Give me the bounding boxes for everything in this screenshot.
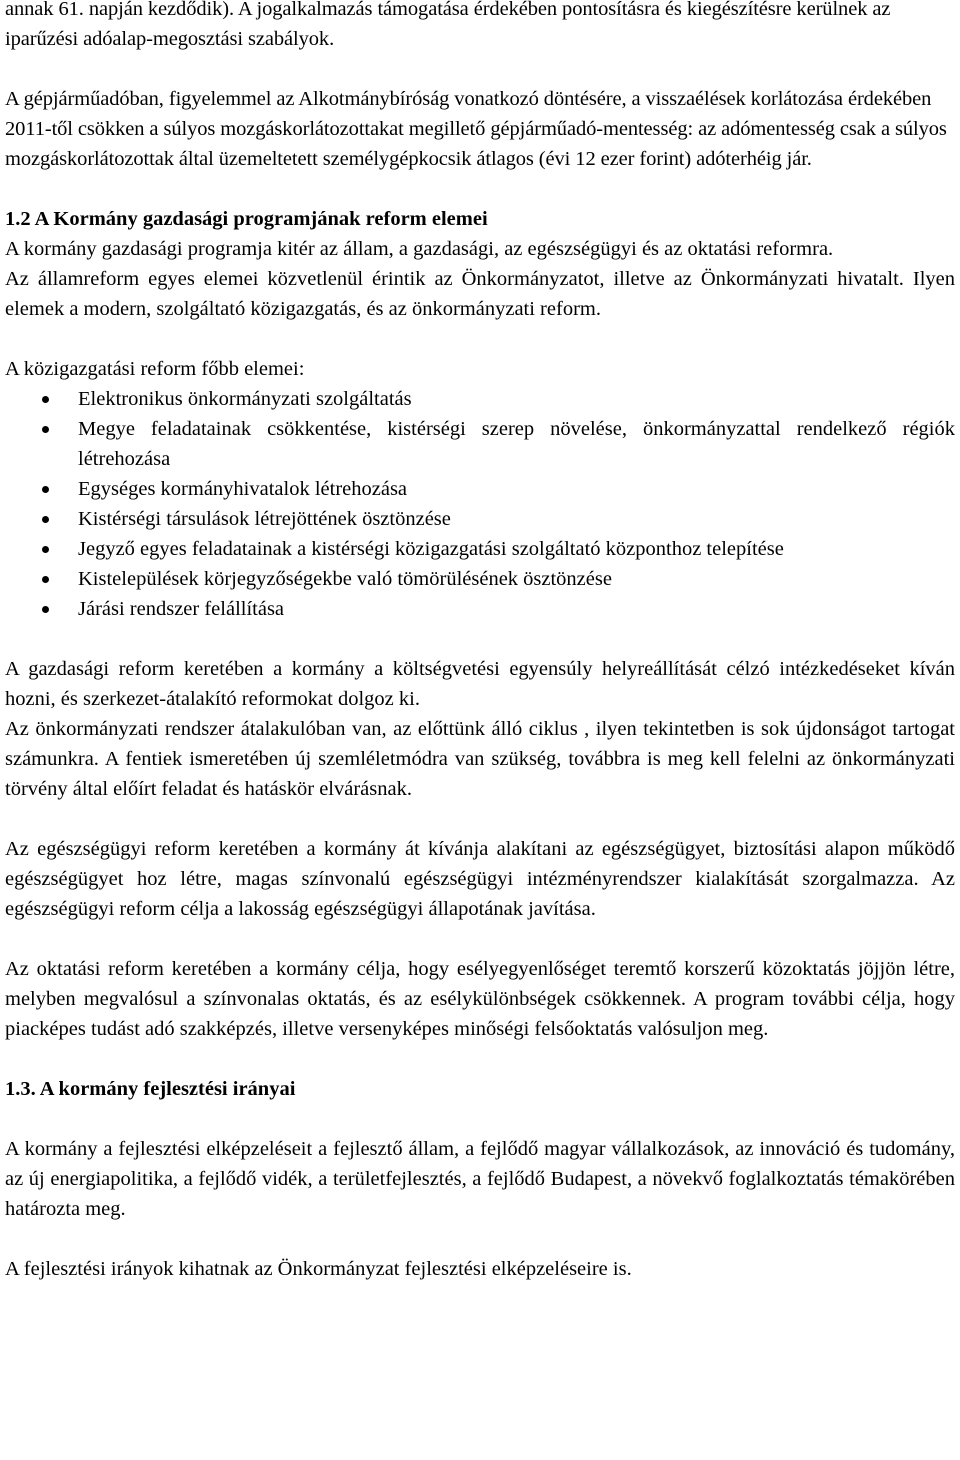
list-item: [5, 564, 955, 594]
paragraph-egeszsegugyi-reform: Az egészségügyi reform keretében a kormány át kívánja alakítani az egészségügyet, biztosítási alapon működő egészségügyet hoz létre, magas színvonalú egészségügyi intézményrendszer kialakítását szorgalmazza. Az egészségügyi reform célja a lakosság egészségügyi állapotának javítása.: [5, 838, 955, 920]
list-item-text: Megye feladatainak csökkentése, kistérségi szerep növelése, önkormányzattal rendelkező régiók létrehozása: [78, 418, 955, 470]
paragraph-oktatasi-reform: Az oktatási reform keretében a kormány célja, hogy esélyegyenlőséget teremtő korszerű közoktatás jöjjön létre, melyben megvalósul a színvonalas oktatás, és az esélykülönbségek csökkennek. A program további célja, hogy piacképes tudást adó szakképzés, illetve versenyképes minőségi felsőoktatás valósuljon meg.: [5, 958, 955, 1040]
paragraph-onkormanyzati-rendszer: Az önkormányzati rendszer átalakulóban van, az előttünk álló ciklus , ilyen tekintetben is sok újdonságot tartogat számunkra. A fentiek ismeretében új szemléletmódra van szükség, továbbra is meg kell felelni az önkormányzati törvény által előírt feladat és hatáskör elvárásnak.: [5, 718, 955, 800]
bullet-icon: [42, 396, 49, 403]
bullet-icon: [42, 516, 49, 523]
paragraph-gazdasagi-reform: A gazdasági reform keretében a kormány a költségvetési egyensúly helyreállítását célzó intézkedéseket kíván hozni, és szerkezet-átalakító reformokat dolgoz ki.: [5, 658, 955, 710]
paragraph-fejlesztesi-iranyok: A fejlesztési irányok kihatnak az Önkormányzat fejlesztési elképzeléseire is.: [5, 1258, 632, 1280]
list-item-text: Járási rendszer felállítása: [78, 598, 285, 620]
reform-elements-list: [5, 384, 955, 624]
section-heading-1-2: 1.2 A Kormány gazdasági programjának reform elemei: [5, 208, 488, 230]
list-item-text: Kistelepülések körjegyzőségekbe való tömörülésének ösztönzése: [78, 568, 612, 590]
paragraph-allamreform: Az államreform egyes elemei közvetlenül érintik az Önkormányzatot, illetve az Önkormányzati hivatalt. Ilyen elemek a modern, szolgáltató közigazgatás, és az önkormányzati reform.: [5, 268, 955, 320]
list-item: [5, 414, 955, 474]
paragraph-kormany-program: A kormány gazdasági programja kitér az állam, a gazdasági, az egészségügyi és az oktatási reformra.: [5, 238, 834, 260]
document-page: [5, 0, 955, 1284]
list-item: [5, 504, 955, 534]
bullet-icon: [42, 486, 49, 493]
list-item: [5, 594, 955, 624]
bullet-icon: [42, 576, 49, 583]
bullet-icon: [42, 606, 49, 613]
bullet-icon: [42, 426, 49, 433]
list-intro: A közigazgatási reform főbb elemei:: [5, 358, 305, 380]
bullet-icon: [42, 546, 49, 553]
list-item-text: Egységes kormányhivatalok létrehozása: [78, 478, 408, 500]
list-item-text: Elektronikus önkormányzati szolgáltatás: [78, 388, 412, 410]
paragraph-fejlesztesi-elkepzelesek: A kormány a fejlesztési elképzeléseit a fejlesztő állam, a fejlődő magyar vállalkozások, az innováció és tudomány, az új energiapolitika, a fejlődő vidék, a területfejlesztés, a fejlődő Budapest, a növekvő foglalkoztatás témakörében határozta meg.: [5, 1138, 955, 1220]
list-item: [5, 474, 955, 504]
paragraph-gepjarmuado: A gépjárműadóban, figyelemmel az Alkotmánybíróság vonatkozó döntésére, a visszaélések korlátozása érdekében 2011-től csökken a súlyos mozgáskorlátozottakat megillető gépjárműadó-mentesség: az adómentesség csak a súlyos mozgáskorlátozottak által üzemeltetett személygépkocsik átlagos (évi 12 ezer forint) adóterhéig jár.: [5, 88, 947, 170]
section-heading-1-3: 1.3. A kormány fejlesztési irányai: [5, 1078, 296, 1100]
list-item: [5, 534, 955, 564]
paragraph-adoalap: annak 61. napján kezdődik). A jogalkalmazás támogatása érdekében pontosításra és kiegészítésre kerülnek az iparűzési adóalap-megosztási szabályok.: [5, 0, 891, 50]
list-item: [5, 384, 955, 414]
list-item-text: Kistérségi társulások létrejöttének ösztönzése: [78, 508, 451, 530]
list-item-text: Jegyző egyes feladatainak a kistérségi közigazgatási szolgáltató központhoz telepítése: [78, 538, 784, 560]
